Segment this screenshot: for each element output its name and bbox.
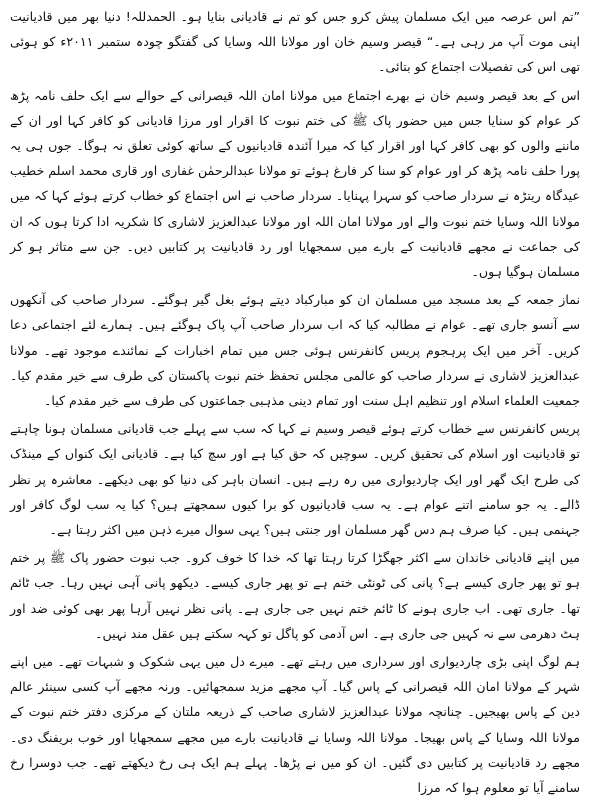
paragraph-3: نماز جمعہ کے بعد مسجد میں مسلمان ان کو مبارکباد دیتے ہوئے بغل گیر ہوگئے۔ سردار صاحب کی آنکھوں سے آنسو جاری تھے۔ عوام نے مطالبہ کیا کہ اب سردار صاحب آپ پاک ہوگئے ہیں۔ ہمارے لئے اجتماعی دعا کریں۔ آخر میں ایک پرہجوم پریس کانفرنس ہوئی جس میں تمام اخبارات کے نمائندے موجود تھے۔ مولانا عبدالعزیز لاشاری نے سردار صاحب کو عالمی مجلس تحفظ ختم نبوت پاکستان کی طرف سے خیر مقدم کیا۔ جمعیت العلماء اسلام اور تنظیم اہل سنت اور تمام دینی مذہبی جماعتوں کی طرف سے خیر مقدم کیا۔ — [10, 292, 580, 409]
paragraph-2: اس کے بعد قیصر وسیم خان نے بھرے اجتماع میں مولانا امان اللہ قیصرانی کے حوالے سے ایک حلف نامہ پڑھ کر عوام کو سنایا جس میں حضور پاک ﷺ کی ختم نبوت کا اقرار اور مرزا قادیانی کو کافر کہا اور ان کے ماننے والوں کو بھی کافر کہا اور اقرار کیا کہ میرا آئندہ قادیانیوں کے ساتھ کوئی تعلق نہ ہوگا۔ جوں ہی یہ پورا حلف نامہ پڑھ کر اور عوام کو سنا کر فارغ ہوئے تو مولانا عبدالرحمٰن غفاری اور قاری محمد اسلم خطیب عیدگاہ ریتڑہ نے سردار صاحب کو سہرا پہنایا۔ سردار صاحب نے اس اجتماع کو خطاب کرتے ہوئے کہا کہ میں مولانا اللہ وسایا ختم نبوت والے اور مولانا امان اللہ اور مولانا عبدالعزیز لاشاری کا شکریہ ادا کرتا ہوں کہ ان کی جماعت نے مجھے قادیانیت کے بارے میں سمجھایا اور رد قادیانیت پر کتابیں دیں۔ جن سے متاثر ہو کر مسلمان ہوگیا ہوں۔ — [10, 87, 580, 280]
paragraph-1: ”تم اس عرصہ میں ایک مسلمان پیش کرو جس کو تم نے قادیانی بنایا ہو۔ الحمدللہ! دنیا بھر میں قادیانیت اپنی موت آپ مر رہی ہے۔“ قیصر وسیم خان اور مولانا اللہ وسایا کی گفتگو چودہ ستمبر ۲۰۱۱ء کو ہوئی تھی اس کی تفصیلات اجتماع کو بتائی۔ — [10, 9, 580, 75]
paragraph-5: میں اپنے قادیانی خاندان سے اکثر جھگڑا کرتا رہتا تھا کہ خدا کا خوف کرو۔ جب نبوت حضور پاک ﷺ پر ختم ہو تو پھر جاری کیسے ہے؟ پانی کی ٹونٹی ختم ہے تو پھر جاری کیسے۔ دیکھو پانی آہی نہیں رہا۔ جب ٹائم تھا۔ جاری تھی۔ اب جاری ہونے کا ٹائم ختم نہیں جی جاری ہے۔ پانی نظر نہیں آرہا پھر بھی کوئی ضد اور ہٹ دھرمی سے نہ کہیں جی جاری ہے۔ اس آدمی کو پاگل تو کہہ سکتے ہیں عقل مند نہیں۔ — [10, 550, 580, 641]
paragraph-4: پریس کانفرنس سے خطاب کرتے ہوئے قیصر وسیم نے کہا کہ سب سے پہلے جب قادیانی مسلمان ہونا چاہتے تو قادیانیت اور اسلام کی تحقیق کریں۔ سوچیں کہ حق کیا ہے اور سچ کیا ہے۔ قادیانی ایک کنواں کے مینڈک کی طرح ایک گھر اور ایک چاردیواری میں رہ رہے ہیں۔ انسان باہر کی دنیا کو بھی دیکھے۔ معاشرہ پر نظر ڈالے۔ یہ جو سامنے اتنے عوام ہے۔ یہ سب قادیانیوں کو برا کیوں سمجھتے ہیں؟ کیا یہ سب لوگ کافر اور جہنمی ہیں۔ کیا صرف ہم دس گھر مسلمان اور جنتی ہیں؟ یہی سوال میرے ذہن میں اکثر رہتا ہے۔ — [10, 421, 580, 538]
paragraph-6: ہم لوگ اپنی بڑی چاردیواری اور سرداری میں رہتے تھے۔ میرے دل میں یہی شکوک و شبہات تھے۔ میں اپنے شہر کے مولانا امان اللہ قیصرانی کے پاس گیا۔ آپ مجھے مزید سمجھائیں۔ ورنہ مجھے آپ کسی سینئر عالم دین کے پاس بھیجیں۔ چنانچہ مولانا عبدالعزیز لاشاری صاحب کے ذریعہ ملتان کے مرکزی دفتر ختم نبوت کے مولانا اللہ وسایا کے پاس بھیجا۔ مولانا اللہ وسایا نے قادیانیت بارے میں مجھے سمجھایا اور خوب بریفنگ دی۔ مجھے رد قادیانیت پر کتابیں دی گئیں۔ ان کو میں نے پڑھا۔ پہلے ہم ایک ہی رخ دیکھتے تھے۔ جب دوسرا رخ سامنے آیا تو معلوم ہوا کہ مرزا — [10, 654, 580, 796]
